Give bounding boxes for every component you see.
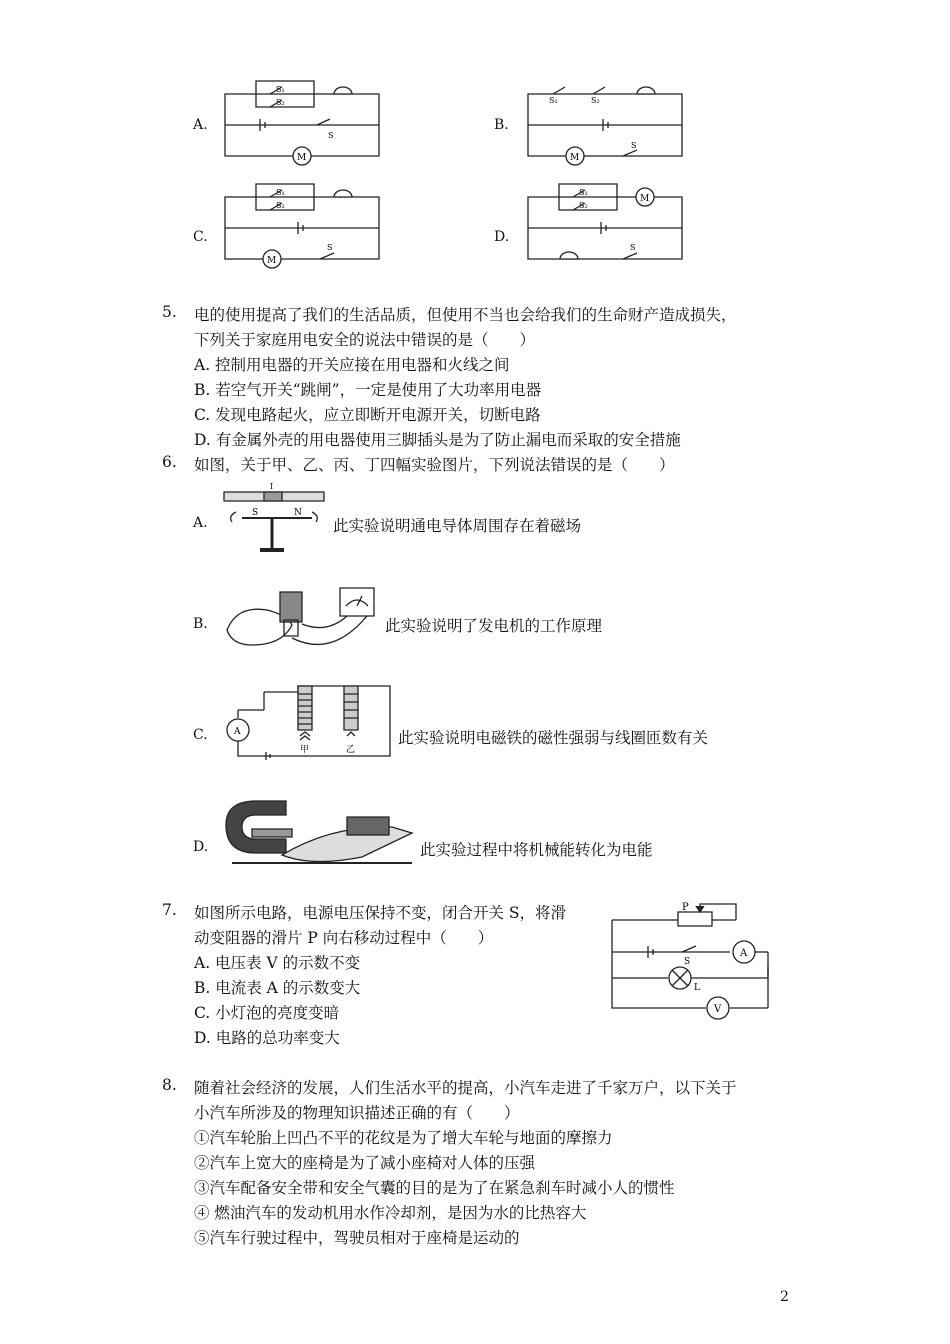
q7-option-b: B. 电流表 A 的示数变大: [194, 979, 361, 997]
jia-label: 甲: [300, 745, 310, 755]
s-label: S: [328, 131, 334, 140]
m-label: M: [570, 153, 580, 163]
q6-option-b-text: 此实验说明了发电机的工作原理: [385, 617, 603, 635]
q8-stem-line2: 小汽车所涉及的物理知识描述正确的有（ ）: [194, 1104, 520, 1122]
switch-s-label: S: [684, 957, 691, 967]
q4-circuit-d: [525, 180, 685, 266]
m-label: M: [267, 256, 277, 266]
q4-option-d-label: D.: [494, 229, 510, 245]
s2-label: S₂: [591, 96, 600, 105]
voltmeter-v-label: V: [714, 1004, 722, 1015]
s1-label: S₁: [549, 96, 558, 105]
q6-fig-d-motor: [222, 795, 417, 870]
q8-item-3: ③汽车配备安全带和安全气囊的目的是为了在紧急刹车时减小人的惯性: [194, 1179, 675, 1197]
q8-item-1: ①汽车轮胎上凹凸不平的花纹是为了增大车轮与地面的摩擦力: [194, 1129, 613, 1147]
north-pole-label: N: [294, 508, 302, 518]
s2-label: S₂: [276, 98, 285, 107]
q6-option-a-text: 此实验说明通电导体周围存在着磁场: [333, 517, 582, 535]
q6-number: 6.: [162, 453, 177, 471]
q6-option-b-letter: B.: [193, 616, 208, 632]
q8-number: 8.: [162, 1076, 177, 1094]
q4-option-b-label: B.: [494, 117, 509, 133]
q4-circuit-b: [525, 78, 685, 162]
q6-option-c-text: 此实验说明电磁铁的磁性强弱与线圈匝数有关: [398, 729, 709, 747]
q6-option-c-letter: C.: [193, 727, 208, 743]
s-label: S: [631, 141, 637, 150]
q5-stem-line2: 下列关于家庭用电安全的说法中错误的是（ ）: [194, 331, 536, 349]
yi-label: 乙: [346, 745, 356, 755]
q8-item-2: ②汽车上宽大的座椅是为了减小座椅对人体的压强: [194, 1154, 536, 1172]
lamp-l-label: L: [694, 983, 700, 993]
q6-option-a-letter: A.: [193, 515, 208, 531]
s-label: S: [327, 243, 333, 252]
q4-circuit-c: [222, 180, 382, 266]
slider-p-label: P: [682, 902, 689, 913]
q4-circuit-a: [222, 78, 382, 162]
s-label: S: [630, 243, 636, 252]
page-number: 2: [780, 1289, 789, 1305]
q7-number: 7.: [162, 901, 177, 919]
q6-fig-a-oersted: [222, 480, 330, 560]
ammeter-a-label: A: [740, 948, 748, 959]
q5-option-d: D. 有金属外壳的用电器使用三脚插头是为了防止漏电而采取的安全措施: [194, 431, 681, 449]
q7-stem-line1: 如图所示电路，电源电压保持不变，闭合开关 S，将滑: [194, 904, 567, 922]
q6-option-d-letter: D.: [193, 839, 209, 855]
s1-label: S₁: [276, 85, 285, 94]
q5-stem-line1: 电的使用提高了我们的生活品质，但使用不当也会给我们的生命财产造成损失，: [194, 306, 737, 324]
q7-option-a: A. 电压表 V 的示数不变: [194, 954, 361, 972]
q5-option-a: A. 控制用电器的开关应接在用电器和火线之间: [194, 356, 510, 374]
ammeter-label: A: [234, 727, 241, 737]
q4-option-c-label: C.: [193, 229, 208, 245]
q5-option-c: C. 发现电路起火，应立即断开电源开关，切断电路: [194, 406, 541, 424]
s1-label: S₁: [276, 188, 285, 197]
s1-label: S₁: [579, 188, 588, 197]
current-label: I: [270, 482, 274, 491]
q6-stem: 如图，关于甲、乙、丙、丁四幅实验图片，下列说法错误的是（ ）: [194, 456, 675, 474]
q5-option-b: B. 若空气开关“跳闸”，一定是使用了大功率用电器: [194, 381, 542, 399]
q8-stem-line1: 随着社会经济的发展，人们生活水平的提高，小汽车走进了千家万户，以下关于: [194, 1079, 737, 1097]
q7-option-c: C. 小灯泡的亮度变暗: [194, 1004, 340, 1022]
south-pole-label: S: [252, 508, 259, 518]
s2-label: S₂: [276, 201, 285, 210]
q7-stem-line2: 动变阻器的滑片 P 向右移动过程中（ ）: [194, 929, 494, 947]
m-label: M: [297, 153, 307, 163]
q6-option-d-text: 此实验过程中将机械能转化为电能: [420, 841, 653, 859]
m-label: M: [640, 194, 650, 204]
q4-option-a-label: A.: [193, 117, 208, 133]
q7-circuit: [610, 896, 772, 1018]
q8-item-5: ⑤汽车行驶过程中，驾驶员相对于座椅是运动的: [194, 1229, 520, 1247]
q7-option-d: D. 电路的总功率变大: [194, 1029, 340, 1047]
q6-fig-c-electromagnet: [222, 680, 394, 765]
q6-fig-b-induction: [222, 580, 382, 660]
s2-label: S₂: [579, 201, 588, 210]
q5-number: 5.: [162, 303, 177, 321]
q8-item-4: ④ 燃油汽车的发动机用水作冷却剂，是因为水的比热容大: [194, 1204, 587, 1222]
